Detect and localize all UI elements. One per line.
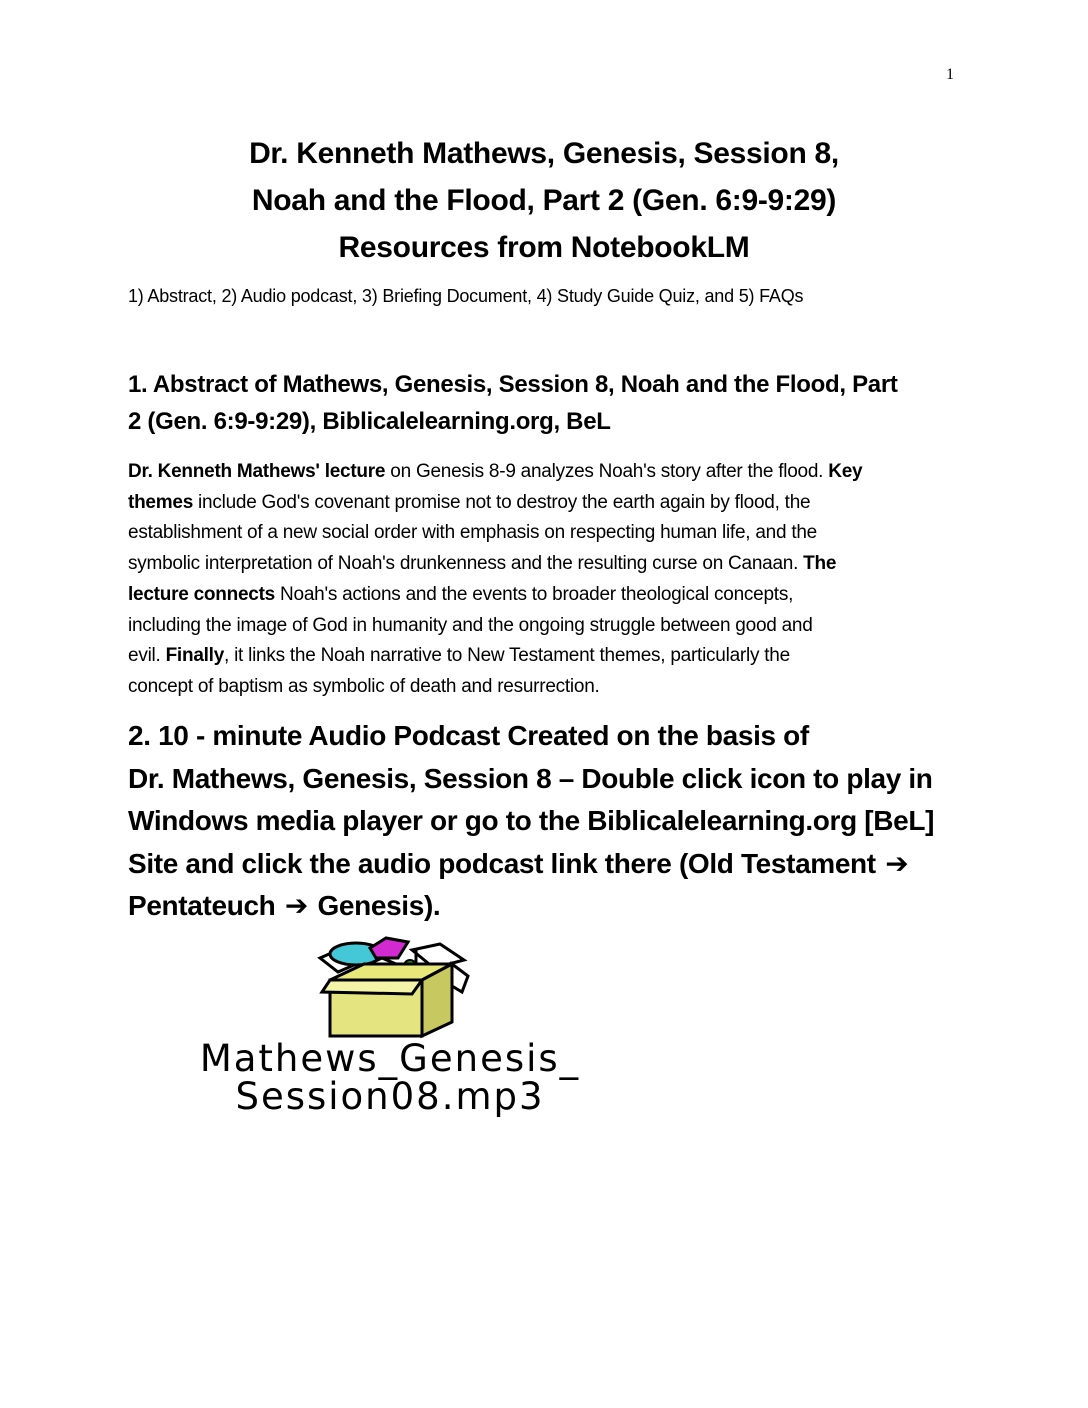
abstract-text: include God's covenant promise not to destroy the earth again by flood, the (193, 491, 811, 513)
abstract-bold: themes (128, 491, 194, 513)
abstract-line-8 (128, 672, 958, 703)
abstract-paragraph (128, 457, 958, 703)
section-2-line-1: 2. 10 - minute Audio Podcast Created on the basis of (128, 720, 809, 751)
abstract-bold: The (803, 553, 837, 575)
abstract-text: concept of baptism as symbolic of death and resurrection. (128, 675, 600, 697)
arrow-right-icon: ➔ (885, 847, 909, 879)
resource-list: 1) Abstract, 2) Audio podcast, 3) Briefing Document, 4) Study Guide Quiz, and 5) FAQs (128, 286, 804, 306)
abstract-text: establishment of a new social order with emphasis on respecting human life, and the (128, 522, 817, 544)
abstract-line-7 (128, 641, 958, 672)
section-2-text: Genesis). (317, 890, 441, 921)
section-2-heading (128, 715, 978, 928)
section-2-line-4 (128, 843, 978, 886)
abstract-text: Noah's actions and the events to broader theological concepts, (275, 583, 794, 605)
section-2-line-5 (128, 885, 978, 928)
abstract-bold: lecture connects (128, 583, 275, 605)
section-1-heading (128, 366, 958, 440)
section-2-text: Site and click the audio podcast link there (Old Testament (128, 847, 876, 879)
abstract-bold: Finally (165, 645, 225, 667)
abstract-line-3 (128, 518, 958, 549)
title-line-1: Dr. Kenneth Mathews, Genesis, Session 8, (249, 137, 839, 170)
media-file-label-line-1: Mathews_Genesis_ (199, 1037, 581, 1080)
abstract-line-4 (128, 549, 958, 580)
package-icon[interactable] (312, 936, 472, 1042)
section-1-heading-line-2: 2 (Gen. 6:9-9:29), Biblicalelearning.org, BeL (128, 408, 611, 435)
media-file-label-line-2: Session08.mp3 (235, 1075, 545, 1118)
section-1-heading-line-1: 1. Abstract of Mathews, Genesis, Session 8, Noah and the Flood, Part (128, 371, 898, 398)
abstract-line-2 (128, 488, 958, 519)
abstract-text: on Genesis 8-9 analyzes Noah's story after the flood. (385, 461, 829, 482)
section-2-text: Pentateuch (128, 890, 276, 921)
abstract-line-1 (128, 457, 958, 488)
abstract-text: , it links the Noah narrative to New Testament themes, particularly the (224, 645, 790, 667)
document-title (100, 130, 988, 271)
arrow-right-icon: ➔ (284, 890, 308, 921)
section-2-line-2: Dr. Mathews, Genesis, Session 8 – Double click icon to play in (128, 762, 933, 794)
abstract-bold: Key (828, 461, 863, 482)
title-line-3: Resources from NotebookLM (338, 231, 750, 264)
title-line-2: Noah and the Flood, Part 2 (Gen. 6:9-9:29) (251, 184, 837, 217)
media-file-label[interactable] (100, 1037, 680, 1118)
abstract-text: symbolic interpretation of Noah's drunkenness and the resulting curse on Canaan. (128, 553, 804, 575)
abstract-line-5 (128, 580, 958, 611)
section-2-line-3: Windows media player or go to the Biblicalelearning.org [BeL] (128, 805, 935, 836)
page-number: 1 (946, 66, 954, 83)
abstract-text: evil. (128, 645, 166, 667)
abstract-line-6 (128, 611, 958, 642)
abstract-bold: Dr. Kenneth Mathews' lecture (128, 461, 386, 482)
abstract-text: including the image of God in humanity and the ongoing struggle between good and (128, 614, 813, 636)
